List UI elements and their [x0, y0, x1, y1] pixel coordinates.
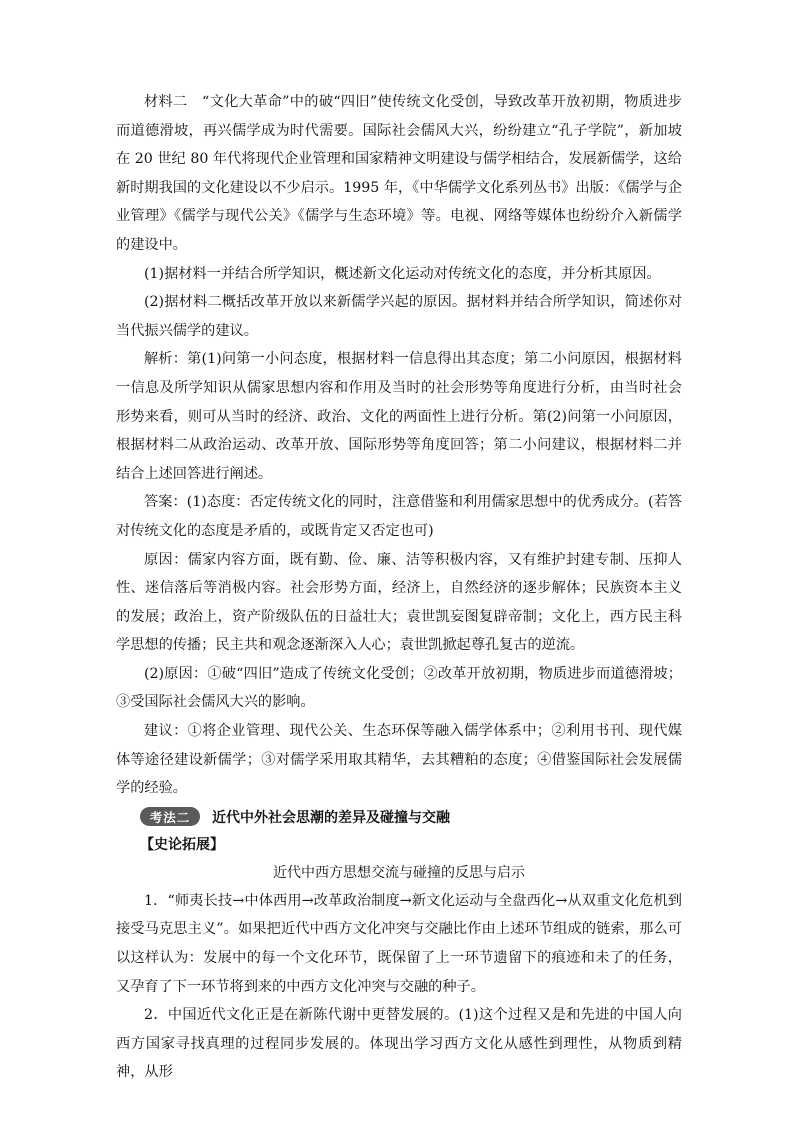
document-page	[116, 88, 682, 1087]
analysis-paragraph: 解析：第(1)问第一小问态度，根据材料一信息得出其态度；第二小问原因，根据材料一信息及所学知识从儒家思想内容和作用及当时的社会形势等角度进行分析，由当时社会形势来看，则可从当时的经济、政治、文化的两面性上进行分析。第(2)问第一小问原因，根据材料二从政治运动、改革开放、国际形势等角度回答；第二小问建议，根据材料二并结合上述回答进行阐述。	[116, 351, 682, 482]
answer-reason: 原因：儒家内容方面，既有勤、俭、廉、洁等积极内容，又有维护封建专制、压抑人性、迷信落后等消极内容。社会形势方面，经济上，自然经济的逐步解体；民族资本主义的发展；政治上，资产阶级队伍的日益壮大；袁世凯妄图复辟帝制；文化上，西方民主科学思想的传播；民主共和观念逐渐深入人心；袁世凯掀起尊孔复古的逆流。	[116, 551, 682, 654]
answer-reason-2: (2)原因：①破“四旧”造成了传统文化受创；②改革开放初期，物质进步而道德滑坡；③受国际社会儒风大兴的影响。	[116, 665, 682, 711]
answer-attitude: 答案：(1)态度：否定传统文化的同时，注意借鉴和利用儒家思想中的优秀成分。(若答对传统文化的态度是矛盾的，或既肯定又否定也可)	[116, 494, 682, 539]
question-2: (2)据材料二概括改革开放以来新儒学兴起的原因。据材料并结合所学知识，简述你对当代振兴儒学的建议。	[116, 294, 682, 339]
point-1: 1．“师夷长技→中体西用→改革政治制度→新文化运动与全盘西化→从双重文化危机到接受马克思主义”。如果把近代中西方文化冲突与交融比作由上述环节组成的链索，那么可以这样认为：发展中的每一个文化环节，既保留了上一环节遗留下的痕迹和未了的任务，又孕育了下一环节将到来的中西方文化冲突与交融的种子。	[116, 892, 682, 995]
material-2-label: 材料二	[144, 94, 188, 110]
point-2: 2．中国近代文化正是在新陈代谢中更替发展的。(1)这个过程又是和先进的中国人向西方国家寻找真理的过程同步发展的。体现出学习西方文化从感性到理性，从物质到精神，从形	[116, 1007, 682, 1081]
question-1: (1)据材料一并结合所学知识，概述新文化运动对传统文化的态度，并分析其原因。	[144, 265, 661, 282]
kaofa-title: 近代中外社会思潮的差异及碰撞与交融	[212, 809, 450, 826]
material-2-paragraph	[116, 88, 682, 260]
material-2-text: “文化大革命”中的破“四旧”使传统文化受创，导致改革开放初期，物质进步而道德滑坡，再兴儒学成为时代需要。国际社会儒风大兴，纷纷建立“孔子学院”，新加坡在 20 世纪 80 年代将现代企业管理和国家精神文明建设与儒学相结合，发展新儒学，这给新时期我国的文化建设以不少启示。1995 年，《中华儒学文化系列丛书》出版：《儒学与企业管理》《儒学与现代公关》《儒学与生态环境》等。电视、网络等媒体也纷纷介入新儒学的建设中。	[116, 94, 682, 253]
kaofa-row	[140, 803, 682, 831]
kaofa-badge: 考法二	[140, 807, 200, 826]
section-heading: 【史论拓展】	[140, 836, 224, 853]
section-subtitle: 近代中西方思想交流与碰撞的反思与启示	[273, 864, 525, 881]
answer-suggestion: 建议：①将企业管理、现代公关、生态环保等融入儒学体系中；②利用书刊、现代媒体等途径建设新儒学；③对儒学采用取其精华，去其糟粕的态度；④借鉴国际社会发展儒学的经验。	[116, 723, 682, 797]
